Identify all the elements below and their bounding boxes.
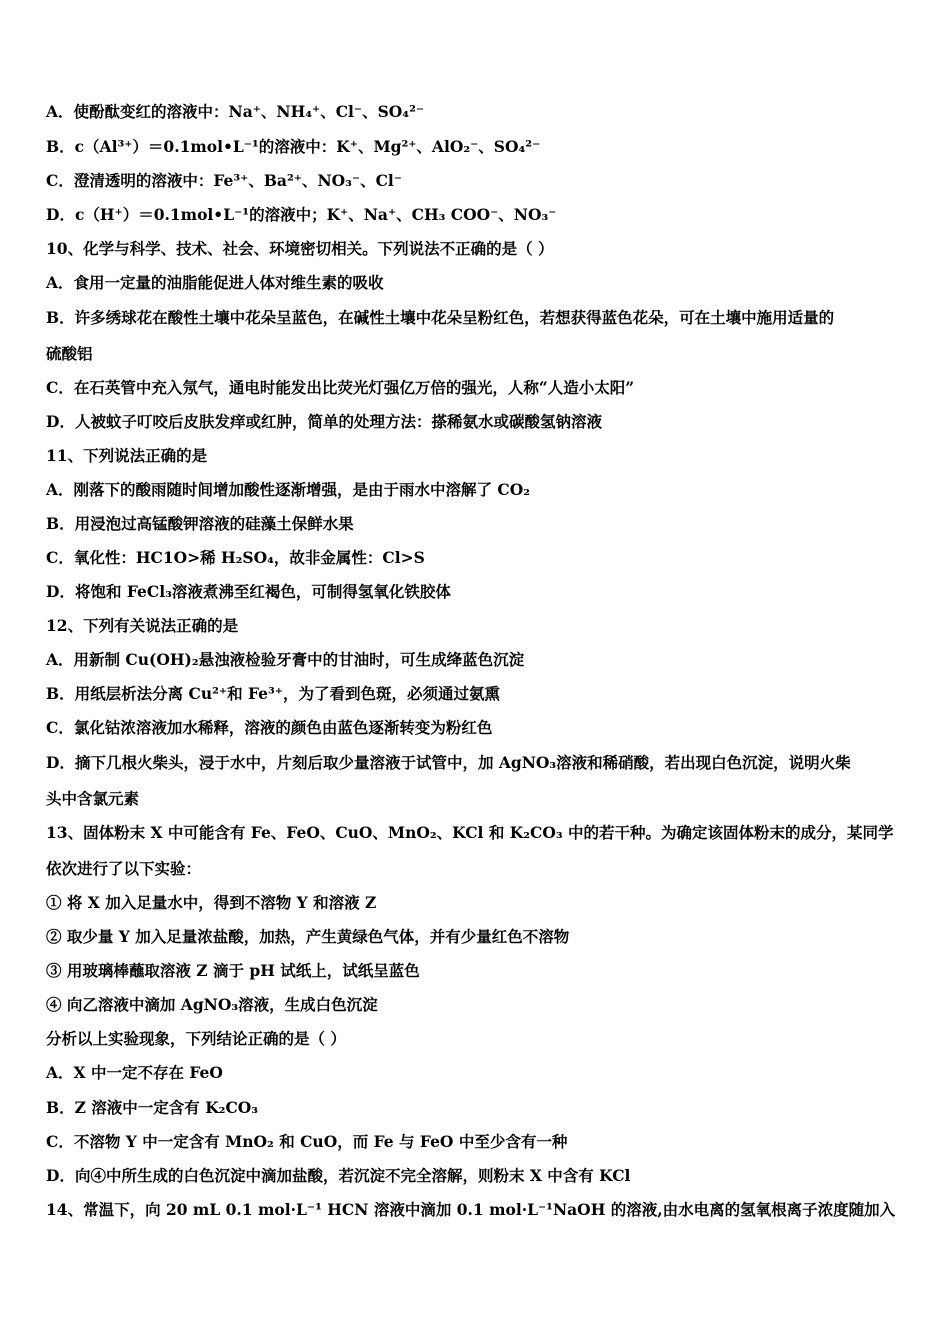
text-line: 11、下列说法正确的是	[46, 446, 208, 465]
text-line: ④ 向乙溶液中滴加 AgNO₃溶液，生成白色沉淀	[46, 995, 378, 1014]
text-line: D．将饱和 FeCl₃溶液煮沸至红褐色，可制得氢氧化铁胶体	[46, 582, 451, 601]
text-line: 硫酸铝	[46, 344, 93, 363]
text-line: 依次进行了以下实验：	[46, 859, 202, 878]
text-line: D．人被蚊子叮咬后皮肤发痒或红肿，简单的处理方法：搽稀氨水或碳酸氢钠溶液	[46, 412, 602, 431]
text-line: A．用新制 Cu(OH)₂悬浊液检验牙膏中的甘油时，可生成绛蓝色沉淀	[46, 650, 525, 669]
text-line: 分析以上实验现象，下列结论正确的是（ ）	[46, 1029, 346, 1048]
text-line: B．用纸层析法分离 Cu²⁺和 Fe³⁺，为了看到色斑，必须通过氨熏	[46, 684, 500, 703]
text-line: ① 将 X 加入足量水中，得到不溶物 Y 和溶液 Z	[46, 893, 377, 912]
text-line: C．氧化性：HC1O>稀 H₂SO₄，故非金属性：Cl>S	[46, 548, 425, 567]
text-line: 14、常温下，向 20 mL 0.1 mol·L⁻¹ HCN 溶液中滴加 0.1 mol·L⁻¹NaOH 的溶液,由水电离的氢氧根离子浓度随加入	[46, 1200, 896, 1219]
text-line: D．向④中所生成的白色沉淀中滴加盐酸，若沉淀不完全溶解，则粉末 X 中含有 KCl	[46, 1166, 631, 1185]
text-line: C．在石英管中充入氖气，通电时能发出比荧光灯强亿万倍的强光，人称“人造小太阳”	[46, 378, 635, 397]
text-line: D．c（H⁺）＝0.1mol•L⁻¹的溶液中；K⁺、Na⁺、CH₃ COO⁻、NO₃⁻	[46, 205, 557, 224]
text-line: ③ 用玻璃棒蘸取溶液 Z 滴于 pH 试纸上，试纸呈蓝色	[46, 961, 420, 980]
text-line: D．摘下几根火柴头，浸于水中，片刻后取少量溶液于试管中，加 AgNO₃溶液和稀硝酸，若出现白色沉淀，说明火柴	[46, 753, 851, 772]
text-line: A．X 中一定不存在 FeO	[46, 1063, 223, 1082]
text-line: A．使酚酞变红的溶液中：Na⁺、NH₄⁺、Cl⁻、SO₄²⁻	[46, 102, 425, 121]
text-line: B．Z 溶液中一定含有 K₂CO₃	[46, 1098, 259, 1117]
text-line: 10、化学与科学、技术、社会、环境密切相关。下列说法不正确的是（ ）	[46, 239, 554, 258]
text-line: 头中含氯元素	[46, 789, 140, 808]
text-line: A．食用一定量的油脂能促进人体对维生素的吸收	[46, 273, 384, 292]
text-line: B．用浸泡过高锰酸钾溶液的硅藻土保鲜水果	[46, 514, 354, 533]
text-line: B．许多绣球花在酸性土壤中花朵呈蓝色，在碱性土壤中花朵呈粉红色，若想获得蓝色花朵，可在土壤中施用适量的	[46, 308, 835, 327]
text-line: C．氯化钴浓溶液加水稀释，溶液的颜色由蓝色逐渐转变为粉红色	[46, 718, 493, 737]
text-line: B．c（Al³⁺）＝0.1mol•L⁻¹的溶液中：K⁺、Mg²⁺、AlO₂⁻、SO₄²⁻	[46, 137, 541, 156]
text-line: ② 取少量 Y 加入足量浓盐酸，加热，产生黄绿色气体，并有少量红色不溶物	[46, 927, 570, 946]
text-line: A．刚落下的酸雨随时间增加酸性逐渐增强，是由于雨水中溶解了 CO₂	[46, 480, 531, 499]
text-line: C．澄清透明的溶液中：Fe³⁺、Ba²⁺、NO₃⁻、Cl⁻	[46, 171, 402, 190]
text-line: 13、固体粉末 X 中可能含有 Fe、FeO、CuO、MnO₂、KCl 和 K₂CO₃ 中的若干种。为确定该固体粉末的成分，某同学	[46, 823, 894, 842]
text-line: C．不溶物 Y 中一定含有 MnO₂ 和 CuO，而 Fe 与 FeO 中至少含有一种	[46, 1132, 568, 1151]
text-line: 12、下列有关说法正确的是	[46, 616, 239, 635]
